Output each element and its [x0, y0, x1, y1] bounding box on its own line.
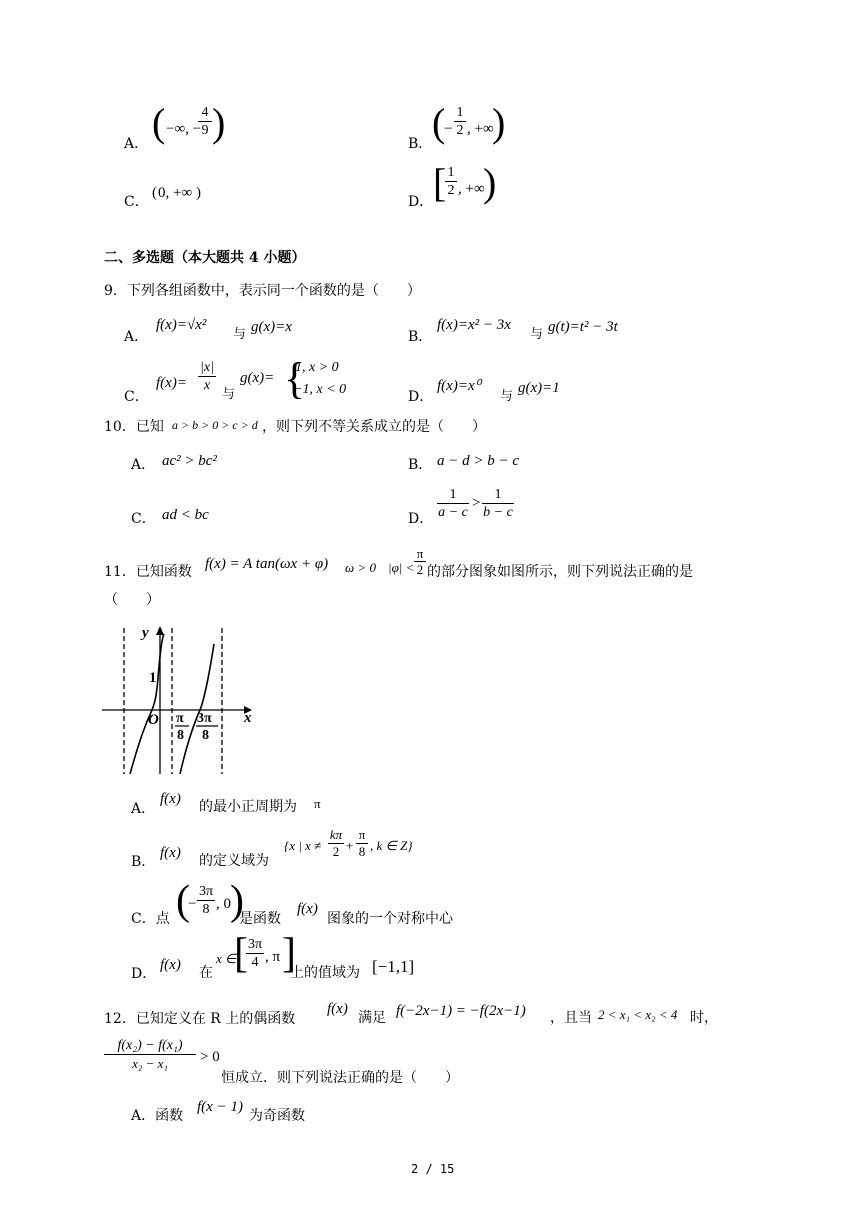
q9-stem: 9．下列各组函数中，表示同一个函数的是（ ）	[104, 283, 421, 299]
tick-pi-over-8-num: π	[176, 711, 184, 726]
q11-c-rparen: )	[230, 878, 244, 924]
curve-branch-2	[180, 644, 214, 774]
q11-b-set-right: , k ∈ Z}	[370, 838, 413, 853]
q10-stem-suffix: ，则下列不等关系成立的是（ ）	[262, 419, 486, 435]
q9-c-conj: 与	[222, 387, 236, 402]
q11-d-rbracket: ]	[282, 931, 296, 977]
x-axis-label: x	[244, 710, 252, 726]
q11-condition-fraction: π 2	[414, 547, 426, 576]
q12-a-text: 为奇函数	[249, 1108, 305, 1124]
q11-d-lbracket: [	[234, 931, 248, 977]
q11-function: f(x) = A tan(ωx + φ)	[205, 556, 329, 572]
q11-b-set-left: {x | x ≠	[284, 838, 322, 853]
q12-text3: 时，	[690, 1010, 718, 1026]
q10-d-gt: >	[472, 495, 481, 511]
q12-text1: 满足	[358, 1010, 386, 1026]
q12-a-label: A．函数	[131, 1108, 184, 1124]
q11-b-set-frac1: kπ 2	[329, 827, 343, 859]
tick-3pi-over-8-den: 8	[202, 728, 209, 743]
q9-c-case1: 1, x > 0	[295, 360, 339, 375]
q8-a-fraction: 4 9	[198, 105, 212, 138]
q8-d-fraction: 1 2	[445, 165, 457, 198]
q10-d-fraction-left: 1 a − c	[438, 487, 468, 520]
q10-b-expr: a − d > b − c	[437, 453, 520, 469]
q11-stem-line2: （ ）	[104, 592, 160, 608]
q11-c-tail: , 0	[216, 896, 231, 912]
q11-b-fx: f(x)	[160, 845, 181, 861]
q9-c-f-left: f(x)=	[156, 375, 187, 391]
q8-option-b-label: B．	[408, 136, 433, 152]
q12-fx: f(x)	[327, 1001, 348, 1017]
q11-a-value: π	[314, 796, 321, 811]
q11-c-fx: f(x)	[297, 901, 318, 917]
y-axis-label: y	[142, 625, 149, 641]
q11-a-text: 的最小正周期为	[199, 799, 297, 815]
q12-text4: 恒成立．则下列说法正确的是（ ）	[221, 1070, 459, 1086]
q10-b-label: B．	[408, 457, 433, 473]
q11-d-dom-left: x ∈	[216, 951, 237, 966]
tick-label-one: 1	[149, 670, 157, 686]
q8-option-a-label: A．	[124, 136, 149, 152]
q11-c-fraction: 3π 8	[198, 884, 214, 917]
q11-a-label: A．	[131, 801, 156, 817]
q9-d-conj: 与	[500, 389, 514, 404]
q10-d-label: D．	[408, 511, 434, 527]
tick-pi-over-8-den: 8	[177, 728, 184, 743]
q9-b-g: g(t)=t² − 3t	[548, 319, 618, 335]
q11-c-text: 是函数	[239, 911, 281, 927]
q11-condition-phi: |φ| <	[388, 560, 415, 575]
q9-a-g: g(x)=x	[251, 319, 292, 335]
section-2-title: 二、多选题（本大题共 4 小题）	[104, 250, 306, 266]
origin-label: O	[148, 712, 159, 728]
q11-c-text2: 图象的一个对称中心	[327, 911, 453, 927]
q12-stem-prefix: 12．已知定义在 R 上的偶函数	[104, 1011, 296, 1027]
q11-b-label: B．	[131, 854, 156, 870]
curve-branch-1	[130, 634, 164, 774]
q9-d-f: f(x)=x⁰	[437, 378, 481, 394]
q10-c-label: C．	[131, 511, 156, 527]
q11-b-set-frac2: π 8	[356, 828, 368, 859]
q12-condition: 2 < x₁ < x₂ < 4	[598, 1007, 678, 1022]
q10-a-expr: ac² > bc²	[162, 453, 217, 469]
q11-d-fx: f(x)	[160, 957, 181, 973]
q10-a-label: A．	[131, 457, 156, 473]
q8-d-tail: , +∞	[458, 181, 485, 197]
q11-condition-omega: ω > 0	[345, 560, 376, 575]
q8-c-rparen: )	[196, 185, 201, 201]
q11-stem-prefix: 11．已知函数	[104, 564, 192, 580]
q8-b-minus: −	[444, 121, 453, 137]
q9-c-brace: {	[284, 354, 306, 403]
q9-b-conj: 与	[530, 327, 544, 342]
q8-a-expr: −∞, −	[166, 121, 202, 137]
y-axis-arrow	[156, 626, 164, 635]
q8-a-lparen: (	[152, 100, 166, 145]
q9-a-conj: 与	[233, 327, 247, 342]
tick-3pi-over-8-num: 3π	[197, 711, 212, 726]
q9-c-case2: −1, x < 0	[293, 382, 347, 397]
q10-stem-prefix: 10．已知	[104, 419, 164, 435]
q8-d-rparen: )	[483, 160, 497, 205]
q10-d-fraction-right: 1 b − c	[483, 487, 513, 520]
q9-a-f: f(x)=√x²	[156, 317, 207, 333]
q11-d-fraction: 3π 4	[247, 937, 263, 970]
q11-c-lparen: (	[176, 878, 190, 924]
q11-d-tail: , π	[265, 949, 281, 965]
q9-c-g-left: g(x)=	[240, 370, 275, 386]
q12-text2: ，且当	[550, 1010, 592, 1026]
q8-c-lparen: (	[152, 185, 157, 201]
q9-a-label: A．	[124, 329, 149, 345]
q11-d-range: [−1,1]	[372, 957, 415, 976]
q10-c-expr: ad < bc	[162, 507, 209, 523]
q8-b-rparen: )	[492, 100, 506, 145]
q12-a-fx: f(x − 1)	[197, 1099, 243, 1115]
q9-c-f-fraction: |x| x	[198, 360, 216, 393]
q11-c-label: C．点	[131, 911, 170, 927]
q8-option-c-label: C．	[124, 194, 149, 210]
q12-equation: f(−2x−1) = −f(2x−1)	[396, 1003, 526, 1019]
q9-d-label: D．	[408, 389, 434, 405]
q8-option-d-label: D．	[408, 194, 434, 210]
q11-stem-suffix: 的部分图象如图所示，则下列说法正确的是	[427, 564, 693, 580]
page-number: 2 / 15	[411, 1162, 455, 1176]
q11-c-sign: −	[188, 896, 197, 912]
q8-a-rparen: )	[212, 100, 226, 145]
q8-b-lparen: (	[432, 100, 446, 145]
q8-b-tail: , +∞	[467, 121, 494, 137]
q8-d-lbracket: [	[433, 160, 447, 205]
q11-b-set-plus: +	[346, 838, 354, 853]
q8-b-fraction: 1 2	[454, 105, 466, 138]
q12-fraction: f(x₂) − f(x₁) x₂ − x₁	[104, 1038, 196, 1071]
q11-graph	[96, 618, 266, 780]
q11-d-label: D．	[131, 966, 157, 982]
q12-gt0: > 0	[200, 1049, 220, 1065]
q9-c-label: C．	[124, 389, 149, 405]
q9-d-g: g(x)=1	[518, 380, 560, 396]
q11-d-text: 在	[199, 965, 213, 981]
q11-a-fx: f(x)	[160, 791, 181, 807]
q10-condition: a > b > 0 > c > d	[172, 418, 258, 432]
q8-c-expr: 0, +∞	[158, 185, 193, 201]
q11-d-text2: 上的值域为	[290, 965, 360, 981]
q11-b-text: 的定义域为	[199, 853, 269, 869]
q9-b-label: B．	[408, 329, 433, 345]
q9-b-f: f(x)=x² − 3x	[437, 317, 511, 333]
